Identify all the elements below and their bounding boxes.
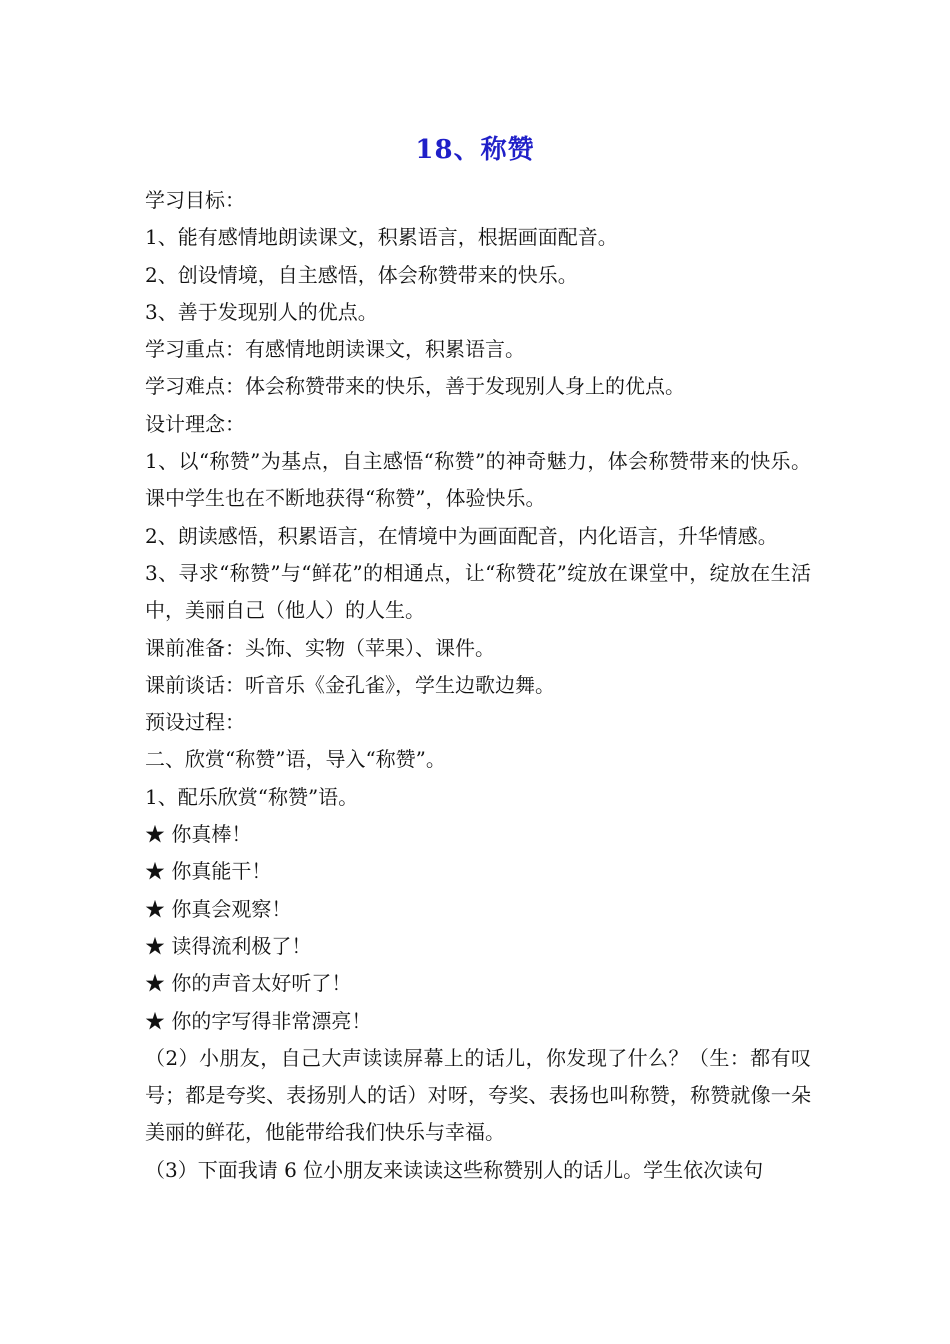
key-point-line: 学习重点：有感情地朗读课文，积累语言。 bbox=[145, 337, 525, 362]
design-item-paragraph: 1、以“称赞”为基点，自主感悟“称赞”的神奇魅力，体会称赞带来的快乐。课中学生也在不断地获得“称赞”，体验快乐。 bbox=[145, 449, 811, 511]
objective-item: 3、善于发现别人的优点。 bbox=[145, 299, 378, 324]
difficulty-line: 学习难点：体会称赞带来的快乐，善于发现别人身上的优点。 bbox=[145, 374, 685, 399]
preparation-line: 课前准备：头饰、实物（苹果）、课件。 bbox=[145, 635, 495, 660]
section-heading-process: 预设过程： bbox=[145, 710, 245, 735]
document-title: 18、称赞 bbox=[415, 135, 535, 165]
section-heading-design: 设计理念： bbox=[145, 411, 245, 436]
process-step-heading: 二、欣赏“称赞”语，导入“称赞”。 bbox=[145, 747, 446, 772]
section-heading-objectives: 学习目标： bbox=[145, 188, 245, 212]
design-item-paragraph: 3、寻求“称赞”与“鲜花”的相通点，让“称赞花”绽放在课堂中，绽放在生活中，美丽自己（他人）的人生。 bbox=[145, 560, 811, 623]
pre-class-talk-line: 课前谈话：听音乐《金孔雀》，学生边歌边舞。 bbox=[145, 672, 555, 697]
praise-item: ★ 你真会观察！ bbox=[145, 896, 292, 921]
praise-item: ★ 你真棒！ bbox=[145, 822, 252, 847]
process-paragraph: （2）小朋友，自己大声读读屏幕上的话儿，你发现了什么？（生：都有叹号；都是夸奖、表扬别人的话）对呀，夸奖、表扬也叫称赞，称赞就像一朵美丽的鲜花，他能带给我们快乐与幸福。 bbox=[145, 1045, 811, 1145]
design-item: 2、朗读感悟，积累语言，在情境中为画面配音，内化语言，升华情感。 bbox=[145, 523, 778, 548]
praise-item: ★ 你的声音太好听了！ bbox=[145, 971, 352, 996]
praise-item: ★ 读得流利极了！ bbox=[145, 933, 312, 958]
praise-item: ★ 你真能干！ bbox=[145, 859, 272, 884]
process-substep: 1、配乐欣赏“称赞”语。 bbox=[145, 784, 359, 809]
objective-item: 1、能有感情地朗读课文，积累语言，根据画面配音。 bbox=[145, 225, 618, 250]
objective-item: 2、创设情境，自主感悟，体会称赞带来的快乐。 bbox=[145, 262, 578, 287]
document-body bbox=[145, 182, 811, 1189]
process-paragraph: （3）下面我请 6 位小朋友来读读这些称赞别人的话儿。学生依次读句 bbox=[145, 1157, 764, 1182]
praise-item: ★ 你的字写得非常漂亮！ bbox=[145, 1008, 372, 1033]
